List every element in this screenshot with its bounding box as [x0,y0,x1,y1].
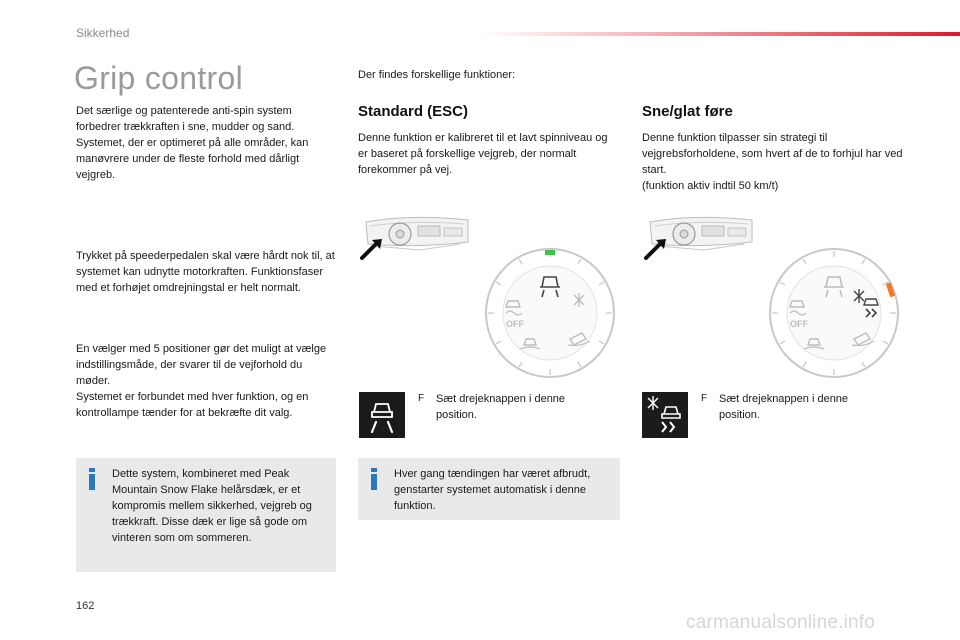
bullet-standard [418,391,618,423]
page-title: Grip control [74,60,243,96]
intro-paragraph: Det særlige og patenterede anti-spin system forbedrer trækkraften i sne, mudder og sand. Systemet, der er optimeret på alle områder, kan manøvrere under de fleste forhold med dårligt vejgreb. [76,105,309,181]
info-box-tyres [76,458,336,572]
selector-paragraph: En vælger med 5 positioner gør det muligt at vælge indstillingsmåde, der svarer til de vejforhold du møder. [76,343,327,387]
heading-standard-esc: Standard (ESC) [358,103,469,120]
heading-snow: Sne/glat føre [642,103,733,120]
bullet-glyph: F [701,393,708,404]
info-icon [371,468,377,490]
header-accent-bar [480,32,960,36]
mode-selector-knob-snow [768,247,900,379]
watermark: carmanualsonline.info [686,612,876,633]
page-number: 162 [76,600,95,612]
standard-description: Denne funktion er kalibreret til et lavt spinniveau og er baseret på forskellige vejgreb, der normalt forekommer på vej. [358,132,608,176]
info-text-tyres: Dette system, kombineret med Peak Mountain Snow Flake helårsdæk, er et kompromis mellem sikkerhed, vejgreb og trækkraft. Disse dæk er lige så gode om vinteren som om sommeren. [112,468,312,544]
knob-off-label: OFF [506,319,524,329]
snow-mode-icon [642,392,688,438]
knob-off-label: OFF [790,319,808,329]
info-text-restart: Hver gang tændingen har været afbrudt, genstarter systemet automatisk i denne funktion. [394,468,591,512]
section-label: Sikkerhed [76,26,130,40]
info-box-restart [358,458,620,520]
bullet-glyph: F [418,393,425,404]
info-icon [89,468,95,490]
dashboard-illustration-snow [644,212,756,262]
pedal-paragraph: Trykket på speederpedalen skal være hårdt nok til, at systemet kan udnytte motorkraften. Funktionsfaser med et forhøjet omdrejningstal er helt normalt. [76,250,335,294]
bullet-text-standard: Sæt drejeknappen i denne position. [436,393,566,421]
standard-mode-icon [359,392,405,438]
snow-speed-note: (funktion aktiv indtil 50 km/t) [642,180,779,192]
dashboard-illustration [360,212,472,262]
bullet-text-snow: Sæt drejeknappen i denne position. [719,393,849,421]
snow-description: Denne funktion tilpasser sin strategi til vejgrebsforholdene, som hvert af de to forhjul har ved start. [642,132,903,176]
bullet-snow [701,391,901,423]
warning-lamp-paragraph: Systemet er forbundet med hver funktion, og en kontrollampe tænder for at bekræfte dit valg. [76,391,309,419]
mode-selector-knob-standard [484,247,616,379]
functions-intro: Der findes forskellige funktioner: [358,69,516,81]
